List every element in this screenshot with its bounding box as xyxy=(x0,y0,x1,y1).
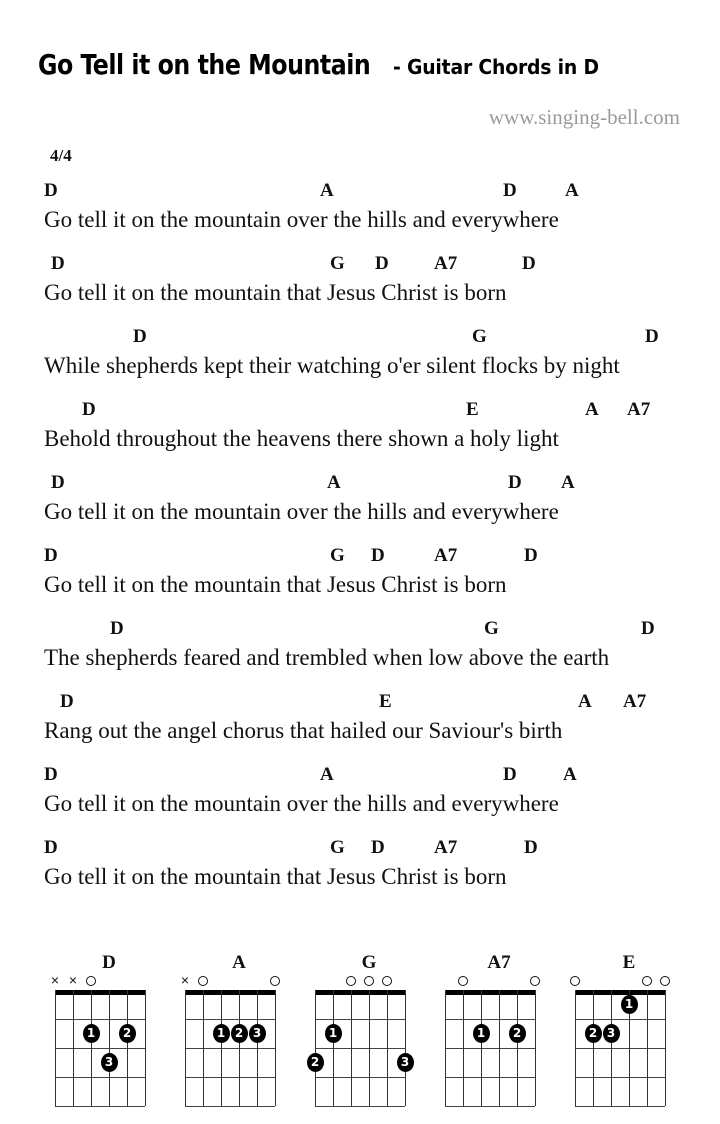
lyric-text: Go tell it on the mountain that Jesus Christ is born xyxy=(44,864,507,889)
chord-symbol: D xyxy=(524,545,538,566)
fret-line xyxy=(55,1077,145,1078)
song-line xyxy=(0,399,720,472)
fretboard-grid xyxy=(575,990,665,1106)
chord-symbol: A xyxy=(561,472,575,493)
string-line xyxy=(575,990,576,1106)
chord-symbol: D xyxy=(44,764,58,785)
chord-symbol: D xyxy=(82,399,96,420)
chord-diagram-a7 xyxy=(435,952,563,1122)
chord-symbol: G xyxy=(330,837,345,858)
lyric-row xyxy=(0,572,720,606)
chord-row xyxy=(0,691,720,718)
finger-dot: 2 xyxy=(585,1024,602,1043)
string-line xyxy=(499,990,500,1106)
lyric-row xyxy=(0,791,720,825)
chord-symbol: A xyxy=(563,764,577,785)
string-line xyxy=(239,990,240,1106)
lyric-text: Go tell it on the mountain over the hills and everywhere xyxy=(44,207,559,232)
fret-line xyxy=(55,1048,145,1049)
finger-dot: 3 xyxy=(603,1024,620,1043)
fret-line xyxy=(445,1048,535,1049)
open-string-icon xyxy=(642,976,652,986)
fret-line xyxy=(315,1106,405,1107)
chord-row xyxy=(0,399,720,426)
nut xyxy=(55,990,145,995)
chord-symbol: D xyxy=(508,472,522,493)
chord-symbol: E xyxy=(466,399,479,420)
fret-line xyxy=(185,1106,275,1107)
chord-symbol: A xyxy=(320,764,334,785)
lyric-row xyxy=(0,207,720,241)
string-line xyxy=(405,990,406,1106)
string-line xyxy=(127,990,128,1106)
open-string-icon xyxy=(270,976,280,986)
chord-diagrams xyxy=(0,952,720,1124)
fret-line xyxy=(55,1019,145,1020)
open-string-icon xyxy=(86,976,96,986)
string-line xyxy=(185,990,186,1106)
chord-symbol: A7 xyxy=(434,837,458,858)
lyric-text: Rang out the angel chorus that hailed our Saviour's birth xyxy=(44,718,563,743)
song-line xyxy=(0,472,720,545)
song-line xyxy=(0,691,720,764)
chord-symbol: D xyxy=(522,253,536,274)
open-string-icon xyxy=(198,976,208,986)
string-line xyxy=(73,990,74,1106)
chord-diagram-label: G xyxy=(361,952,377,973)
fret-line xyxy=(185,1077,275,1078)
open-string-icon xyxy=(458,976,468,986)
string-markers xyxy=(445,974,553,990)
fretboard-grid xyxy=(55,990,145,1106)
nut xyxy=(445,990,535,995)
chord-symbol: A xyxy=(585,399,599,420)
finger-dot: 1 xyxy=(83,1024,100,1043)
chord-symbol: D xyxy=(44,837,58,858)
fretboard-grid xyxy=(445,990,535,1106)
chord-symbol: D xyxy=(51,253,65,274)
chord-symbol: G xyxy=(330,545,345,566)
string-markers xyxy=(315,974,423,990)
string-line xyxy=(221,990,222,1106)
chord-symbol: A7 xyxy=(434,253,458,274)
fret-line xyxy=(445,1077,535,1078)
chord-symbol: D xyxy=(524,837,538,858)
chord-row xyxy=(0,472,720,499)
open-string-icon xyxy=(346,976,356,986)
page-subtitle: - Guitar Chords in D xyxy=(393,55,600,79)
string-line xyxy=(387,990,388,1106)
lyric-text: Go tell it on the mountain over the hills and everywhere xyxy=(44,499,559,524)
open-string-icon xyxy=(570,976,580,986)
nut xyxy=(315,990,405,995)
lyric-row xyxy=(0,718,720,752)
chord-symbol: D xyxy=(503,180,517,201)
chord-row xyxy=(0,837,720,864)
nut xyxy=(575,990,665,995)
chord-symbol: D xyxy=(110,618,124,639)
lyric-text: Behold throughout the heavens there shown a holy light xyxy=(44,426,559,451)
song-line xyxy=(0,764,720,837)
lyric-text: Go tell it on the mountain that Jesus Christ is born xyxy=(44,572,507,597)
lyric-row xyxy=(0,499,720,533)
string-line xyxy=(647,990,648,1106)
site-watermark: www.singing-bell.com xyxy=(488,105,680,129)
string-line xyxy=(665,990,666,1106)
fret-line xyxy=(315,1048,405,1049)
lyric-text: Go tell it on the mountain over the hills and everywhere xyxy=(44,791,559,816)
string-line xyxy=(109,990,110,1106)
muted-string-icon: × xyxy=(68,972,78,988)
chord-diagram-label: E xyxy=(622,952,636,973)
chord-diagram-label: A xyxy=(232,952,246,973)
finger-dot: 2 xyxy=(119,1024,136,1043)
string-line xyxy=(369,990,370,1106)
fret-line xyxy=(575,1019,665,1020)
finger-dot: 2 xyxy=(307,1053,324,1072)
fretboard-grid xyxy=(185,990,275,1106)
fret-line xyxy=(315,1077,405,1078)
chord-row xyxy=(0,326,720,353)
string-line xyxy=(481,990,482,1106)
lyric-row xyxy=(0,426,720,460)
chord-row xyxy=(0,253,720,280)
string-markers xyxy=(180,972,293,990)
chord-symbol: D xyxy=(51,472,65,493)
chord-row xyxy=(0,180,720,207)
chord-row xyxy=(0,545,720,572)
chord-diagram-label: D xyxy=(102,952,116,973)
chord-symbol: G xyxy=(472,326,487,347)
fret-line xyxy=(315,1019,405,1020)
open-string-icon xyxy=(530,976,540,986)
open-string-icon xyxy=(382,976,392,986)
finger-dot: 3 xyxy=(101,1053,118,1072)
muted-string-icon: × xyxy=(180,972,190,988)
chord-symbol: D xyxy=(645,326,659,347)
chord-diagram-label: A7 xyxy=(487,952,511,973)
finger-dot: 1 xyxy=(213,1024,230,1043)
chord-diagram-e xyxy=(565,952,693,1122)
chord-diagram-d xyxy=(45,952,173,1122)
song-line xyxy=(0,618,720,691)
song-line xyxy=(0,326,720,399)
chord-symbol: D xyxy=(133,326,147,347)
chord-symbol: D xyxy=(371,837,385,858)
string-line xyxy=(91,990,92,1106)
open-string-icon xyxy=(660,976,670,986)
chord-symbol: D xyxy=(375,253,389,274)
fretboard-grid xyxy=(310,990,410,1106)
string-line xyxy=(315,990,316,1106)
string-line xyxy=(55,990,56,1106)
finger-dot: 1 xyxy=(473,1024,490,1043)
finger-dot: 2 xyxy=(509,1024,526,1043)
chord-symbol: G xyxy=(330,253,345,274)
finger-dot: 2 xyxy=(231,1024,248,1043)
chord-symbol: A7 xyxy=(623,691,647,712)
song-line xyxy=(0,545,720,618)
chord-row xyxy=(0,764,720,791)
page-title: Go Tell it on the Mountain xyxy=(38,48,371,81)
string-line xyxy=(611,990,612,1106)
finger-dot: 1 xyxy=(621,995,638,1014)
fret-line xyxy=(445,1106,535,1107)
chord-symbol: A7 xyxy=(434,545,458,566)
string-line xyxy=(275,990,276,1106)
muted-string-icon: × xyxy=(50,972,60,988)
string-line xyxy=(517,990,518,1106)
string-markers xyxy=(50,972,163,990)
finger-dot: 3 xyxy=(397,1053,414,1072)
fret-line xyxy=(185,1048,275,1049)
fret-line xyxy=(575,1106,665,1107)
finger-dot: 3 xyxy=(249,1024,266,1043)
fret-line xyxy=(55,1106,145,1107)
time-signature: 4/4 xyxy=(50,146,72,165)
string-line xyxy=(257,990,258,1106)
song-line xyxy=(0,253,720,326)
chord-row xyxy=(0,618,720,645)
string-line xyxy=(593,990,594,1106)
string-line xyxy=(463,990,464,1106)
lyric-text: While shepherds kept their watching o'er silent flocks by night xyxy=(44,353,620,378)
page-header xyxy=(0,0,720,165)
fret-line xyxy=(185,1019,275,1020)
string-line xyxy=(535,990,536,1106)
song-line xyxy=(0,837,720,910)
lyric-row xyxy=(0,353,720,387)
lyric-text: Go tell it on the mountain that Jesus Christ is born xyxy=(44,280,507,305)
fret-line xyxy=(575,1077,665,1078)
chord-symbol: D xyxy=(641,618,655,639)
finger-dot: 1 xyxy=(325,1024,342,1043)
open-string-icon xyxy=(364,976,374,986)
nut xyxy=(185,990,275,995)
chord-symbol: A xyxy=(578,691,592,712)
chord-symbol: G xyxy=(484,618,499,639)
chord-symbol: D xyxy=(60,691,74,712)
lyric-row xyxy=(0,280,720,314)
title-line xyxy=(38,48,613,81)
chord-diagram-a xyxy=(175,952,303,1122)
chord-symbol: D xyxy=(44,545,58,566)
string-line xyxy=(333,990,334,1106)
string-line xyxy=(203,990,204,1106)
chord-symbol: D xyxy=(371,545,385,566)
lyric-row xyxy=(0,864,720,898)
lyric-text: The shepherds feared and trembled when low above the earth xyxy=(44,645,610,670)
chord-symbol: D xyxy=(503,764,517,785)
song-line xyxy=(0,180,720,253)
string-line xyxy=(445,990,446,1106)
chord-symbol: A xyxy=(320,180,334,201)
chord-symbol: D xyxy=(44,180,58,201)
chord-diagram-g xyxy=(305,952,433,1122)
chord-symbol: E xyxy=(379,691,392,712)
string-line xyxy=(145,990,146,1106)
song-body xyxy=(0,180,720,910)
chord-symbol: A xyxy=(565,180,579,201)
lyric-row xyxy=(0,645,720,679)
chord-symbol: A7 xyxy=(627,399,651,420)
string-line xyxy=(351,990,352,1106)
fret-line xyxy=(575,1048,665,1049)
chord-symbol: A xyxy=(327,472,341,493)
string-markers xyxy=(575,974,683,990)
fret-line xyxy=(445,1019,535,1020)
